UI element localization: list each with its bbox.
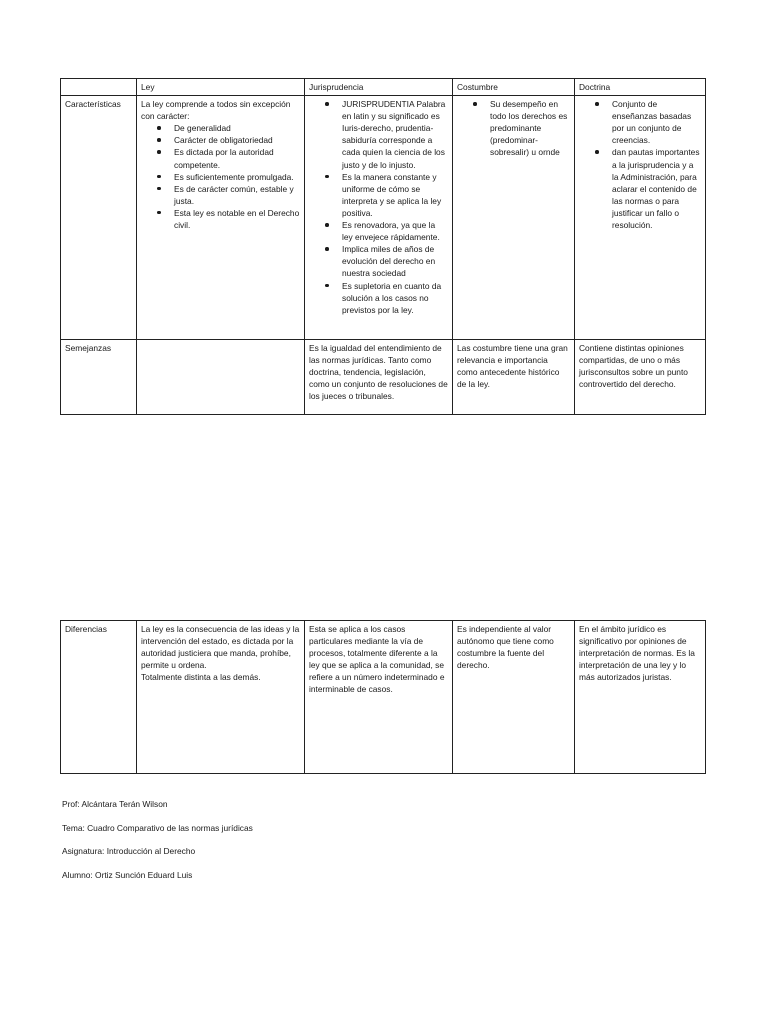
- cell-semejanzas-doctrina: Contiene distintas opiniones compartidas, de uno o más jurisconsultos sobre un punto controvertido del derecho.: [575, 340, 706, 415]
- header-cell-empty: [61, 79, 137, 96]
- list-item: Conjunto de enseñanzas basadas por un conjunto de creencias.: [612, 98, 701, 146]
- list-item: Esta ley es notable en el Derecho civil.: [174, 207, 300, 231]
- list-item: Es dictada por la autoridad competente.: [174, 146, 300, 170]
- footer-tema: Tema: Cuadro Comparativo de las normas jurídicas: [62, 823, 253, 833]
- cell-caracteristicas-ley: [137, 96, 305, 340]
- costumbre-bullet-list: [457, 98, 570, 158]
- cell-caracteristicas-jurisprudencia: [305, 96, 453, 340]
- header-cell-jurisprudencia: Jurisprudencia: [305, 79, 453, 96]
- cell-semejanzas-ley: [137, 340, 305, 415]
- list-item: Es de carácter común, estable y justa.: [174, 183, 300, 207]
- list-item: Es renovadora, ya que la ley envejece rápidamente.: [342, 219, 448, 243]
- list-item: Su desempeño en todo los derechos es predominante (predominar-sobresalir) u ornde: [490, 98, 570, 158]
- list-item: Es supletoria en cuanto da solución a los casos no previstos por la ley.: [342, 280, 448, 316]
- diferencias-ley-extra: Totalmente distinta a las demás.: [141, 672, 261, 683]
- row-label-diferencias: Diferencias: [61, 621, 137, 774]
- table-row-semejanzas: [61, 340, 706, 415]
- list-item: dan pautas importantes a la jurisprudencia y a la Administración, para aclarar el contenido de las normas o para justificar un fallo o resolución.: [612, 147, 700, 231]
- list-item: JURISPRUDENTIA Palabra en latin y su significado es Iuris-derecho, prudentia-sabiduría corresponde a cada quien la ciencia de los justo y de lo injusto.: [342, 98, 448, 171]
- differences-table: [60, 620, 706, 774]
- jurisprudencia-bullet-list: [309, 98, 448, 316]
- cell-diferencias-costumbre: Es independiente al valor autónomo que tiene como costumbre la fuente del derecho.: [453, 621, 575, 774]
- list-item: Es suficientemente promulgada.: [174, 171, 300, 183]
- header-row: [61, 79, 706, 96]
- cell-semejanzas-costumbre: Las costumbre tiene una gran relevancia e importancia como antecedente histórico de la ley.: [453, 340, 575, 415]
- ley-bullet-list: [141, 122, 300, 231]
- list-item: Carácter de obligatoriedad: [174, 134, 300, 146]
- comparison-table: [60, 78, 706, 415]
- diferencias-ley-text: La ley es la consecuencia de las ideas y la intervención del estado, es dictada por la autoridad justiciera que manda, prohíbe, permite u ordena.: [141, 624, 300, 671]
- header-cell-doctrina: Doctrina: [575, 79, 706, 96]
- footer-alumno: Alumno: Ortiz Sunción Eduard Luis: [62, 870, 193, 880]
- list-item: Es la manera constante y uniforme de cómo se interpreta y se aplica la ley positiva.: [342, 171, 448, 219]
- cell-caracteristicas-costumbre: [453, 96, 575, 340]
- ley-intro-text: La ley comprende a todos sin excepción con carácter:: [141, 99, 291, 122]
- cell-diferencias-jurisprudencia: Esta se aplica a los casos particulares mediante la vía de procesos, totalmente diferente a la ley que se aplica a la comunidad, se refiere a un número indeterminado e interminable de casos.: [305, 621, 453, 774]
- cell-semejanzas-jurisprudencia: Es la igualdad del entendimiento de las normas jurídicas. Tanto como doctrina, tendencia, legislación, como un conjunto de resoluciones de los jueces o tribunales.: [305, 340, 453, 415]
- cell-caracteristicas-doctrina: [575, 96, 706, 340]
- footer-prof: Prof: Alcántara Terán Wilson: [62, 799, 168, 809]
- row-label-semejanzas: Semejanzas: [61, 340, 137, 415]
- list-item: Implica miles de años de evolución del derecho en nuestra sociedad: [342, 243, 448, 279]
- header-cell-costumbre: Costumbre: [453, 79, 575, 96]
- doctrina-bullet-list: [579, 98, 701, 231]
- list-item: De generalidad: [174, 122, 300, 134]
- table-row-diferencias: [61, 621, 706, 774]
- cell-diferencias-doctrina: En el ámbito jurídico es significativo por opiniones de interpretación de normas. Es la interpretación de una ley y lo más autorizados juristas.: [575, 621, 706, 774]
- footer-asignatura: Asignatura: Introducción al Derecho: [62, 846, 196, 856]
- cell-diferencias-ley: [137, 621, 305, 774]
- header-cell-ley: Ley: [137, 79, 305, 96]
- row-label-caracteristicas: Características: [61, 96, 137, 340]
- table-row-caracteristicas: [61, 96, 706, 340]
